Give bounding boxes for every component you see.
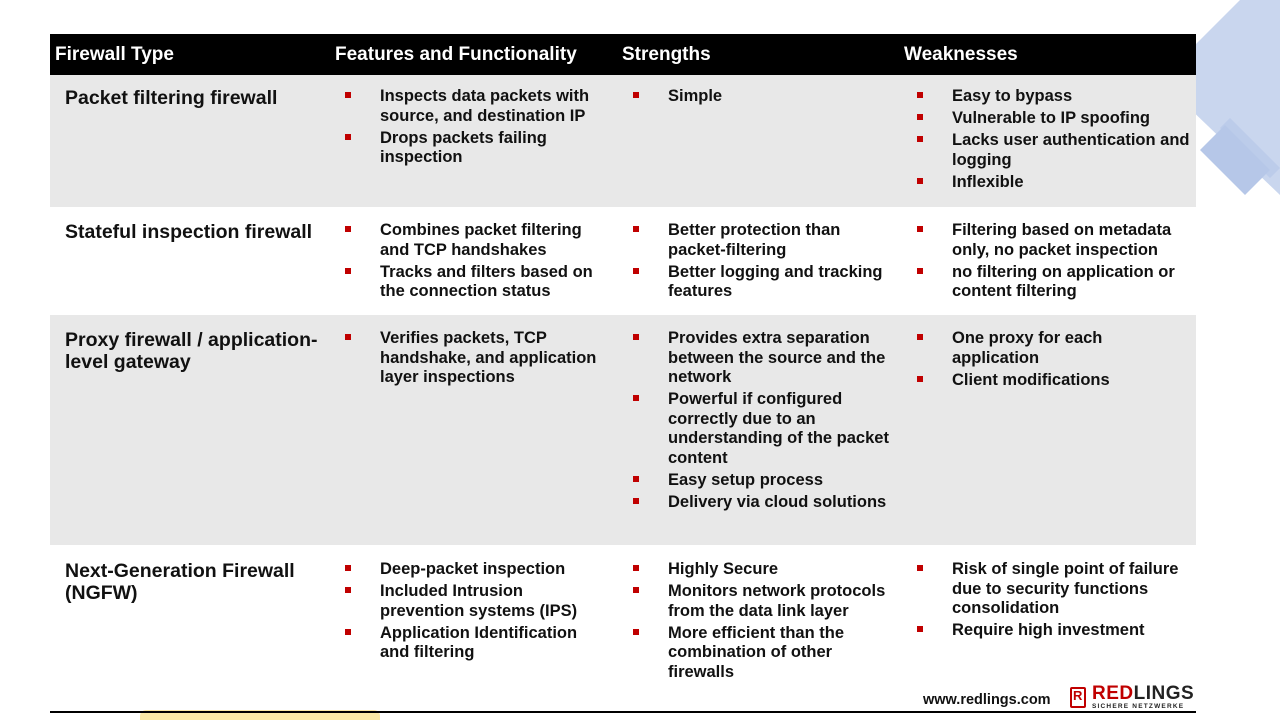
list-item: Drops packets failing inspection bbox=[345, 129, 609, 168]
website-link[interactable]: www.redlings.com bbox=[923, 692, 1051, 708]
header-weaknesses: Weaknesses bbox=[899, 34, 1196, 75]
list-item: Delivery via cloud solutions bbox=[633, 493, 891, 513]
features-cell bbox=[330, 207, 617, 315]
weaknesses-cell bbox=[899, 315, 1196, 545]
list-item: Included Intrusion prevention systems (IPS) bbox=[345, 582, 609, 621]
redlings-logo bbox=[1070, 683, 1198, 710]
firewall-type-cell: Next-Generation Firewall (NGFW) bbox=[65, 560, 295, 604]
list-item: Require high investment bbox=[917, 621, 1190, 641]
strengths-cell bbox=[617, 207, 899, 315]
list-item: Lacks user authentication and logging bbox=[917, 131, 1190, 170]
firewall-type-cell: Proxy firewall / application-level gateway bbox=[50, 315, 330, 545]
header-features: Features and Functionality bbox=[330, 34, 617, 75]
table-row bbox=[50, 315, 1196, 545]
list-item: Vulnerable to IP spoofing bbox=[917, 109, 1190, 129]
table-row bbox=[50, 545, 1196, 711]
list-item: no filtering on application or content filtering bbox=[917, 263, 1190, 302]
logo-wordmark-dark: LINGS bbox=[1133, 683, 1195, 704]
list-item: Easy setup process bbox=[633, 471, 891, 491]
table-header-row bbox=[50, 34, 1196, 75]
header-firewall-type: Firewall Type bbox=[50, 34, 330, 75]
list-item: One proxy for each application bbox=[917, 329, 1190, 368]
firewall-comparison-table bbox=[50, 34, 1196, 711]
list-item: Client modifications bbox=[917, 371, 1190, 391]
features-cell bbox=[330, 545, 617, 711]
list-item: Application Identification and filtering bbox=[345, 624, 609, 663]
weaknesses-cell bbox=[899, 207, 1196, 315]
firewall-type-cell: Packet filtering firewall bbox=[50, 75, 330, 207]
list-item: Better protection than packet-filtering bbox=[633, 221, 891, 260]
list-item: More efficient than the combination of other firewalls bbox=[633, 624, 891, 683]
table-row bbox=[50, 75, 1196, 207]
list-item: Deep-packet inspection bbox=[345, 560, 609, 580]
list-item: Risk of single point of failure due to security functions consolidation bbox=[917, 560, 1190, 619]
list-item: Powerful if configured correctly due to an understanding of the packet content bbox=[633, 390, 891, 468]
strengths-cell bbox=[617, 75, 899, 207]
list-item: Monitors network protocols from the data link layer bbox=[633, 582, 891, 621]
features-cell bbox=[330, 315, 617, 545]
header-strengths: Strengths bbox=[617, 34, 899, 75]
features-cell bbox=[330, 75, 617, 207]
list-item: Inspects data packets with source, and destination IP bbox=[345, 87, 609, 126]
logo-tagline: SICHERE NETZWERKE bbox=[1092, 703, 1185, 710]
list-item: Simple bbox=[633, 87, 891, 107]
strengths-cell bbox=[617, 315, 899, 545]
logo-wordmark-red: RED bbox=[1092, 683, 1134, 704]
list-item: Combines packet filtering and TCP handshakes bbox=[345, 221, 609, 260]
list-item: Inflexible bbox=[917, 173, 1190, 193]
list-item: Easy to bypass bbox=[917, 87, 1190, 107]
list-item: Provides extra separation between the source and the network bbox=[633, 329, 891, 388]
list-item: Better logging and tracking features bbox=[633, 263, 891, 302]
redlings-logo-icon bbox=[1070, 687, 1086, 708]
list-item: Verifies packets, TCP handshake, and application layer inspections bbox=[345, 329, 609, 388]
logo-wordmark bbox=[1092, 684, 1194, 704]
list-item: Highly Secure bbox=[633, 560, 891, 580]
weaknesses-cell bbox=[899, 75, 1196, 207]
footer-divider bbox=[50, 711, 1196, 713]
firewall-type-cell: Stateful inspection firewall bbox=[65, 221, 313, 243]
strengths-cell bbox=[617, 545, 899, 711]
table-row bbox=[50, 207, 1196, 315]
list-item: Filtering based on metadata only, no packet inspection bbox=[917, 221, 1190, 260]
list-item: Tracks and filters based on the connection status bbox=[345, 263, 609, 302]
